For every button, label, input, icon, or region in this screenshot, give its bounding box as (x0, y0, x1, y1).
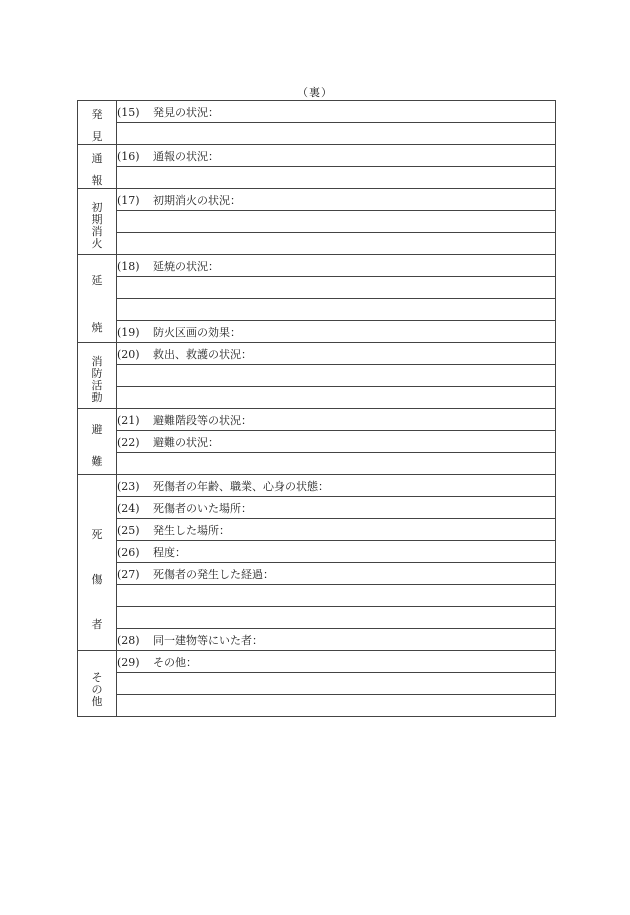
form-row (78, 233, 556, 255)
blank-entry-line[interactable] (117, 233, 556, 255)
form-item-21[interactable] (117, 409, 556, 431)
form-row (78, 651, 556, 673)
form-item-29[interactable] (117, 651, 556, 673)
form-item-28[interactable] (117, 629, 556, 651)
form-item-24[interactable] (117, 497, 556, 519)
form-item-16[interactable] (117, 145, 556, 167)
item-label: 避難階段等の状況： (153, 413, 252, 427)
item-label: 同一建物等にいた者： (153, 633, 263, 647)
section-label-char: 動 (91, 390, 103, 404)
section-label-report (78, 145, 117, 189)
form-row (78, 475, 556, 497)
section-label-char: 傷 (91, 572, 103, 586)
item-label: その他： (153, 655, 197, 669)
form-row (78, 541, 556, 563)
form-row (78, 431, 556, 453)
form-row (78, 255, 556, 277)
blank-entry-line[interactable] (117, 299, 556, 321)
section-label-char: 初 (91, 200, 103, 214)
form-row (78, 519, 556, 541)
blank-entry-line[interactable] (117, 211, 556, 233)
section-label-char: 消 (91, 354, 103, 368)
blank-entry-line[interactable] (117, 167, 556, 189)
blank-entry-line[interactable] (117, 695, 556, 717)
form-row (78, 629, 556, 651)
item-number: (27) (117, 567, 140, 581)
item-label: 通報の状況： (153, 149, 219, 163)
form-item-23[interactable] (117, 475, 556, 497)
section-label-char: 見 (91, 130, 103, 143)
form-row (78, 497, 556, 519)
item-number: (25) (117, 523, 140, 537)
form-item-25[interactable] (117, 519, 556, 541)
section-label-char: 活 (91, 378, 103, 392)
blank-entry-line[interactable] (117, 453, 556, 475)
section-label-fire-department-activity (78, 343, 117, 409)
item-number: (26) (117, 545, 140, 559)
form-row (78, 321, 556, 343)
item-number: (19) (117, 325, 140, 339)
item-number: (28) (117, 633, 140, 647)
item-number: (29) (117, 655, 140, 669)
item-label: 救出、救護の状況： (153, 347, 252, 361)
section-label-char: 難 (91, 455, 103, 468)
blank-entry-line[interactable] (117, 277, 556, 299)
item-label: 避難の状況： (153, 435, 219, 449)
form-item-20[interactable] (117, 343, 556, 365)
form-row (78, 211, 556, 233)
section-label-char: 発 (91, 108, 103, 121)
section-label-casualties (78, 475, 117, 651)
form-row (78, 673, 556, 695)
item-label: 延焼の状況： (153, 259, 219, 273)
form-item-19[interactable] (117, 321, 556, 343)
form-row (78, 409, 556, 431)
section-label-char: そ (91, 670, 103, 684)
page-header: （裏） (297, 86, 333, 99)
item-label: 死傷者の発生した経過： (153, 567, 274, 581)
section-label-char: 死 (91, 527, 103, 541)
item-label: 発生した場所： (153, 523, 230, 537)
form-row (78, 189, 556, 211)
form-row (78, 145, 556, 167)
form-row (78, 277, 556, 299)
form-item-22[interactable] (117, 431, 556, 453)
form-row (78, 585, 556, 607)
item-number: (22) (117, 435, 140, 449)
item-number: (24) (117, 501, 140, 515)
section-label-char: 通 (91, 152, 103, 165)
form-row (78, 607, 556, 629)
form-row (78, 101, 556, 123)
section-label-char: 防 (91, 366, 103, 380)
item-number: (15) (117, 105, 140, 119)
form-row (78, 343, 556, 365)
item-number: (21) (117, 413, 140, 427)
form-row (78, 299, 556, 321)
form-item-18[interactable] (117, 255, 556, 277)
section-label-discovery (78, 101, 117, 145)
form-row (78, 563, 556, 585)
form-item-17[interactable] (117, 189, 556, 211)
blank-entry-line[interactable] (117, 365, 556, 387)
report-form-table (77, 100, 556, 717)
section-label-char: 期 (91, 212, 103, 226)
section-label-char: 火 (91, 236, 103, 250)
section-label-char: 消 (91, 224, 103, 238)
form-row (78, 365, 556, 387)
form-row (78, 453, 556, 475)
section-label-other (78, 651, 117, 717)
item-label: 発見の状況： (153, 105, 219, 119)
blank-entry-line[interactable] (117, 607, 556, 629)
form-row (78, 695, 556, 717)
item-label: 死傷者の年齢、職業、心身の状態： (153, 479, 329, 493)
section-label-char: 他 (91, 694, 103, 708)
section-label-char: 者 (91, 617, 103, 631)
item-label: 死傷者のいた場所： (153, 501, 252, 515)
blank-entry-line[interactable] (117, 585, 556, 607)
form-row (78, 387, 556, 409)
blank-entry-line[interactable] (117, 123, 556, 145)
form-item-27[interactable] (117, 563, 556, 585)
section-label-fire-spread (78, 255, 117, 343)
item-label: 初期消火の状況： (153, 193, 241, 207)
form-item-26[interactable] (117, 541, 556, 563)
item-number: (23) (117, 479, 140, 493)
blank-entry-line[interactable] (117, 387, 556, 409)
blank-entry-line[interactable] (117, 673, 556, 695)
item-label: 防火区画の効果： (153, 325, 241, 339)
item-number: (18) (117, 259, 140, 273)
section-label-char: 報 (91, 174, 103, 187)
item-number: (17) (117, 193, 140, 207)
form-row (78, 167, 556, 189)
section-label-char: 焼 (91, 321, 103, 334)
item-number: (20) (117, 347, 140, 361)
section-label-evacuation (78, 409, 117, 475)
form-item-15[interactable] (117, 101, 556, 123)
section-label-initial-firefighting (78, 189, 117, 255)
item-label: 程度： (153, 545, 186, 559)
section-label-char: の (91, 682, 103, 696)
item-number: (16) (117, 149, 140, 163)
section-label-char: 避 (91, 423, 103, 436)
form-row (78, 123, 556, 145)
section-label-char: 延 (91, 274, 103, 287)
